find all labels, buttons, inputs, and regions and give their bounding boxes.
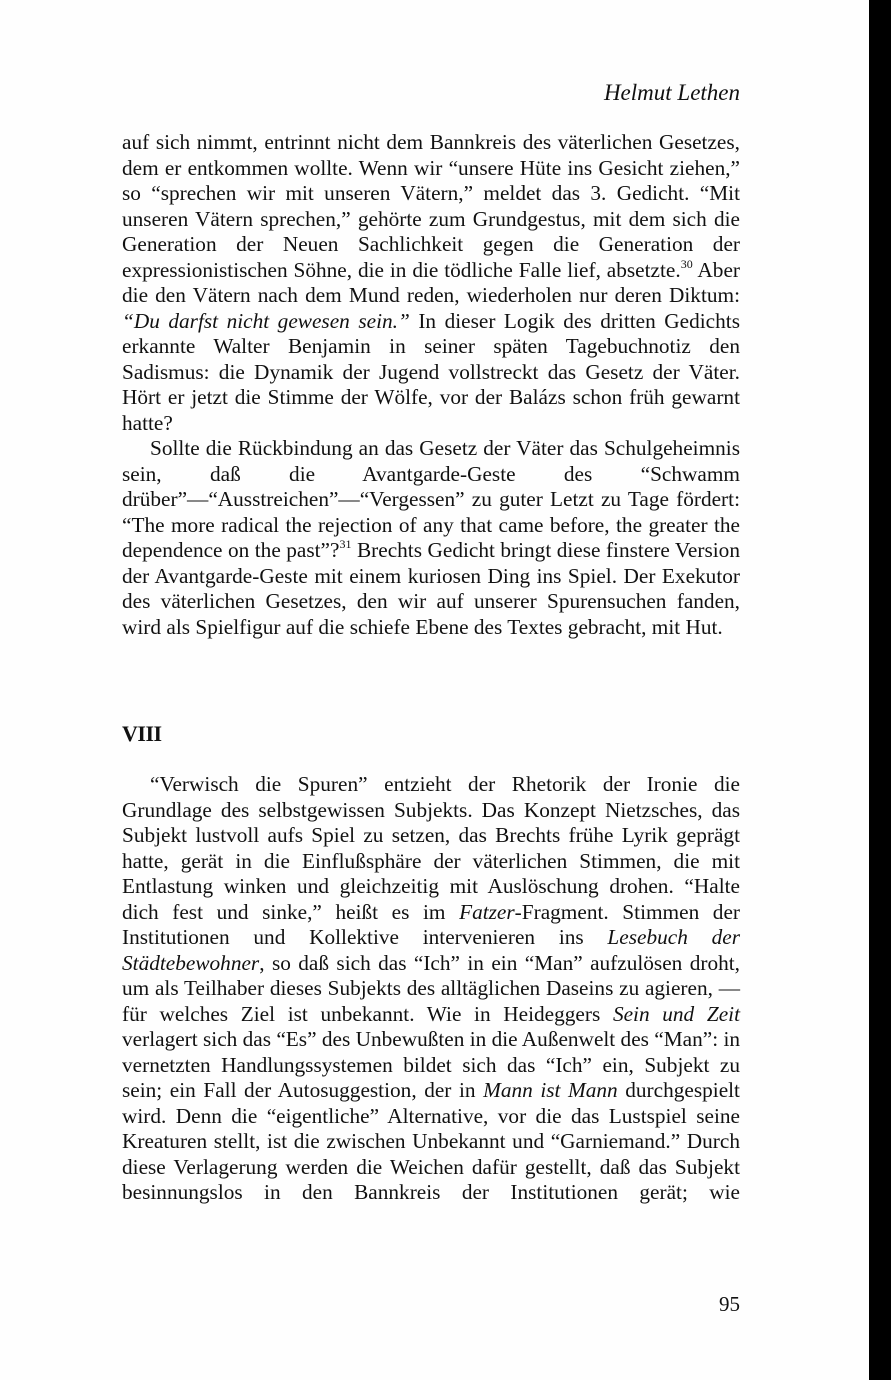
running-head: Helmut Lethen xyxy=(603,80,740,105)
text-run: Aber die den Vätern nach dem Mund reden, wiederholen nur deren Diktum: xyxy=(122,257,740,307)
text-run: durchgespielt wird. Denn die “eigentliche” Alternative, vor die das Lustspiel seine Kreaturen stellt, ist die zwischen Unbekannt und “Garniemand.” Durch diese Verlagerung werden die Weichen dafür gestellt, daß das Subjekt besinnungslos in den Bannkreis der Institutionen gerät; wie xyxy=(122,1078,740,1204)
italic-quote: “Du darfst nicht gewesen sein.” xyxy=(122,308,410,333)
text-run: Brechts Gedicht bringt diese finstere Version der Avantgarde-Geste mit einem kuriosen Ding ins Spiel. Der Exekutor des väterlichen Gesetzes, den wir auf unserer Spurensuchen fanden, wird als Spielfigur auf die schiefe Ebene des Textes gebracht, mit Hut. xyxy=(122,538,740,639)
paragraph-2 xyxy=(122,436,740,640)
footnote-ref-30[interactable]: 30 xyxy=(680,256,693,271)
text-run: Sollte die Rückbindung an das Gesetz der Väter das Schulgeheimnis sein, daß die Avantgarde-Geste des “Schwamm drüber”—“Ausstreichen”—“Vergessen” zu guter Letzt zu Tage fördert: “The more radical the rejection of any that came before, the greater the dependence on the past”? xyxy=(122,436,740,562)
paragraph-1 xyxy=(122,130,740,436)
italic-title-fatzer: Fatzer xyxy=(459,899,515,924)
italic-title-mann-ist-mann: Mann ist Mann xyxy=(483,1078,618,1102)
text-block-upper xyxy=(122,130,740,640)
footnote-ref-31[interactable]: 31 xyxy=(339,537,352,551)
section-heading: VIII xyxy=(122,721,162,746)
paragraph-3 xyxy=(122,772,740,1206)
text-run: -Fragment. Stimmen der Institutionen und Kollektive intervenieren ins xyxy=(122,899,740,949)
text-block-lower xyxy=(122,772,740,1206)
italic-title-lesebuch: Lesebuch der Städtebewohner xyxy=(122,925,740,975)
text-run: In dieser Logik des dritten Gedichts erkannte Walter Benjamin in seiner späten Tagebuchnotiz den Sadismus: die Dynamik der Jugend vollstreckt das Gesetz der Väter. Hört er jetzt die Stimme der Wölfe, vor der Balázs schon früh gewarnt hatte? xyxy=(122,308,740,435)
text-run: verlagert sich das “Es” des Unbewußten in die Außenwelt des “Man”: in vernetzten Handlungssystemen bildet sich das “Ich” ein, Subjekt zu sein; ein Fall der Autosuggestion, der in xyxy=(122,1027,741,1102)
text-run: “Verwisch die Spuren” entzieht der Rhetorik der Ironie die Grundlage des selbstgewissen Subjekts. Das Konzept Nietzsches, das Subjekt lustvoll aufs Spiel zu setzen, das Brechts frühe Lyrik geprägt hatte, gerät in die Einflußsphäre der väterlichen Stimmen, die mit Entlastung winken und gleichzeitig mit Auslöschung drohen. “Halte dich fest und sinke,” heißt es im xyxy=(122,772,740,924)
text-run: auf sich nimmt, entrinnt nicht dem Bannkreis des väterlichen Gesetzes, dem er entkommen wollte. Wenn wir “unsere Hüte ins Gesicht ziehen,” so “sprechen wir mit unseren Vätern,” meldet das 3. Gedicht. “Mit unseren Vätern sprechen,” gehörte zum Grundgestus, mit dem sich die Generation der Neuen Sachlichkeit gegen die Generation der expressionistischen Söhne, die in die tödliche Falle lief, absetzte. xyxy=(122,130,740,282)
text-run: , so daß sich das “Ich” in ein “Man” aufzulösen droht, um als Teilhaber dieses Subjekts des alltäglichen Daseins zu agieren, —für welches Ziel ist unbekannt. Wie in Heideggers xyxy=(122,950,740,1026)
italic-title-sein-und-zeit: Sein und Zeit xyxy=(612,1001,740,1026)
page-number: 95 xyxy=(719,1292,740,1316)
